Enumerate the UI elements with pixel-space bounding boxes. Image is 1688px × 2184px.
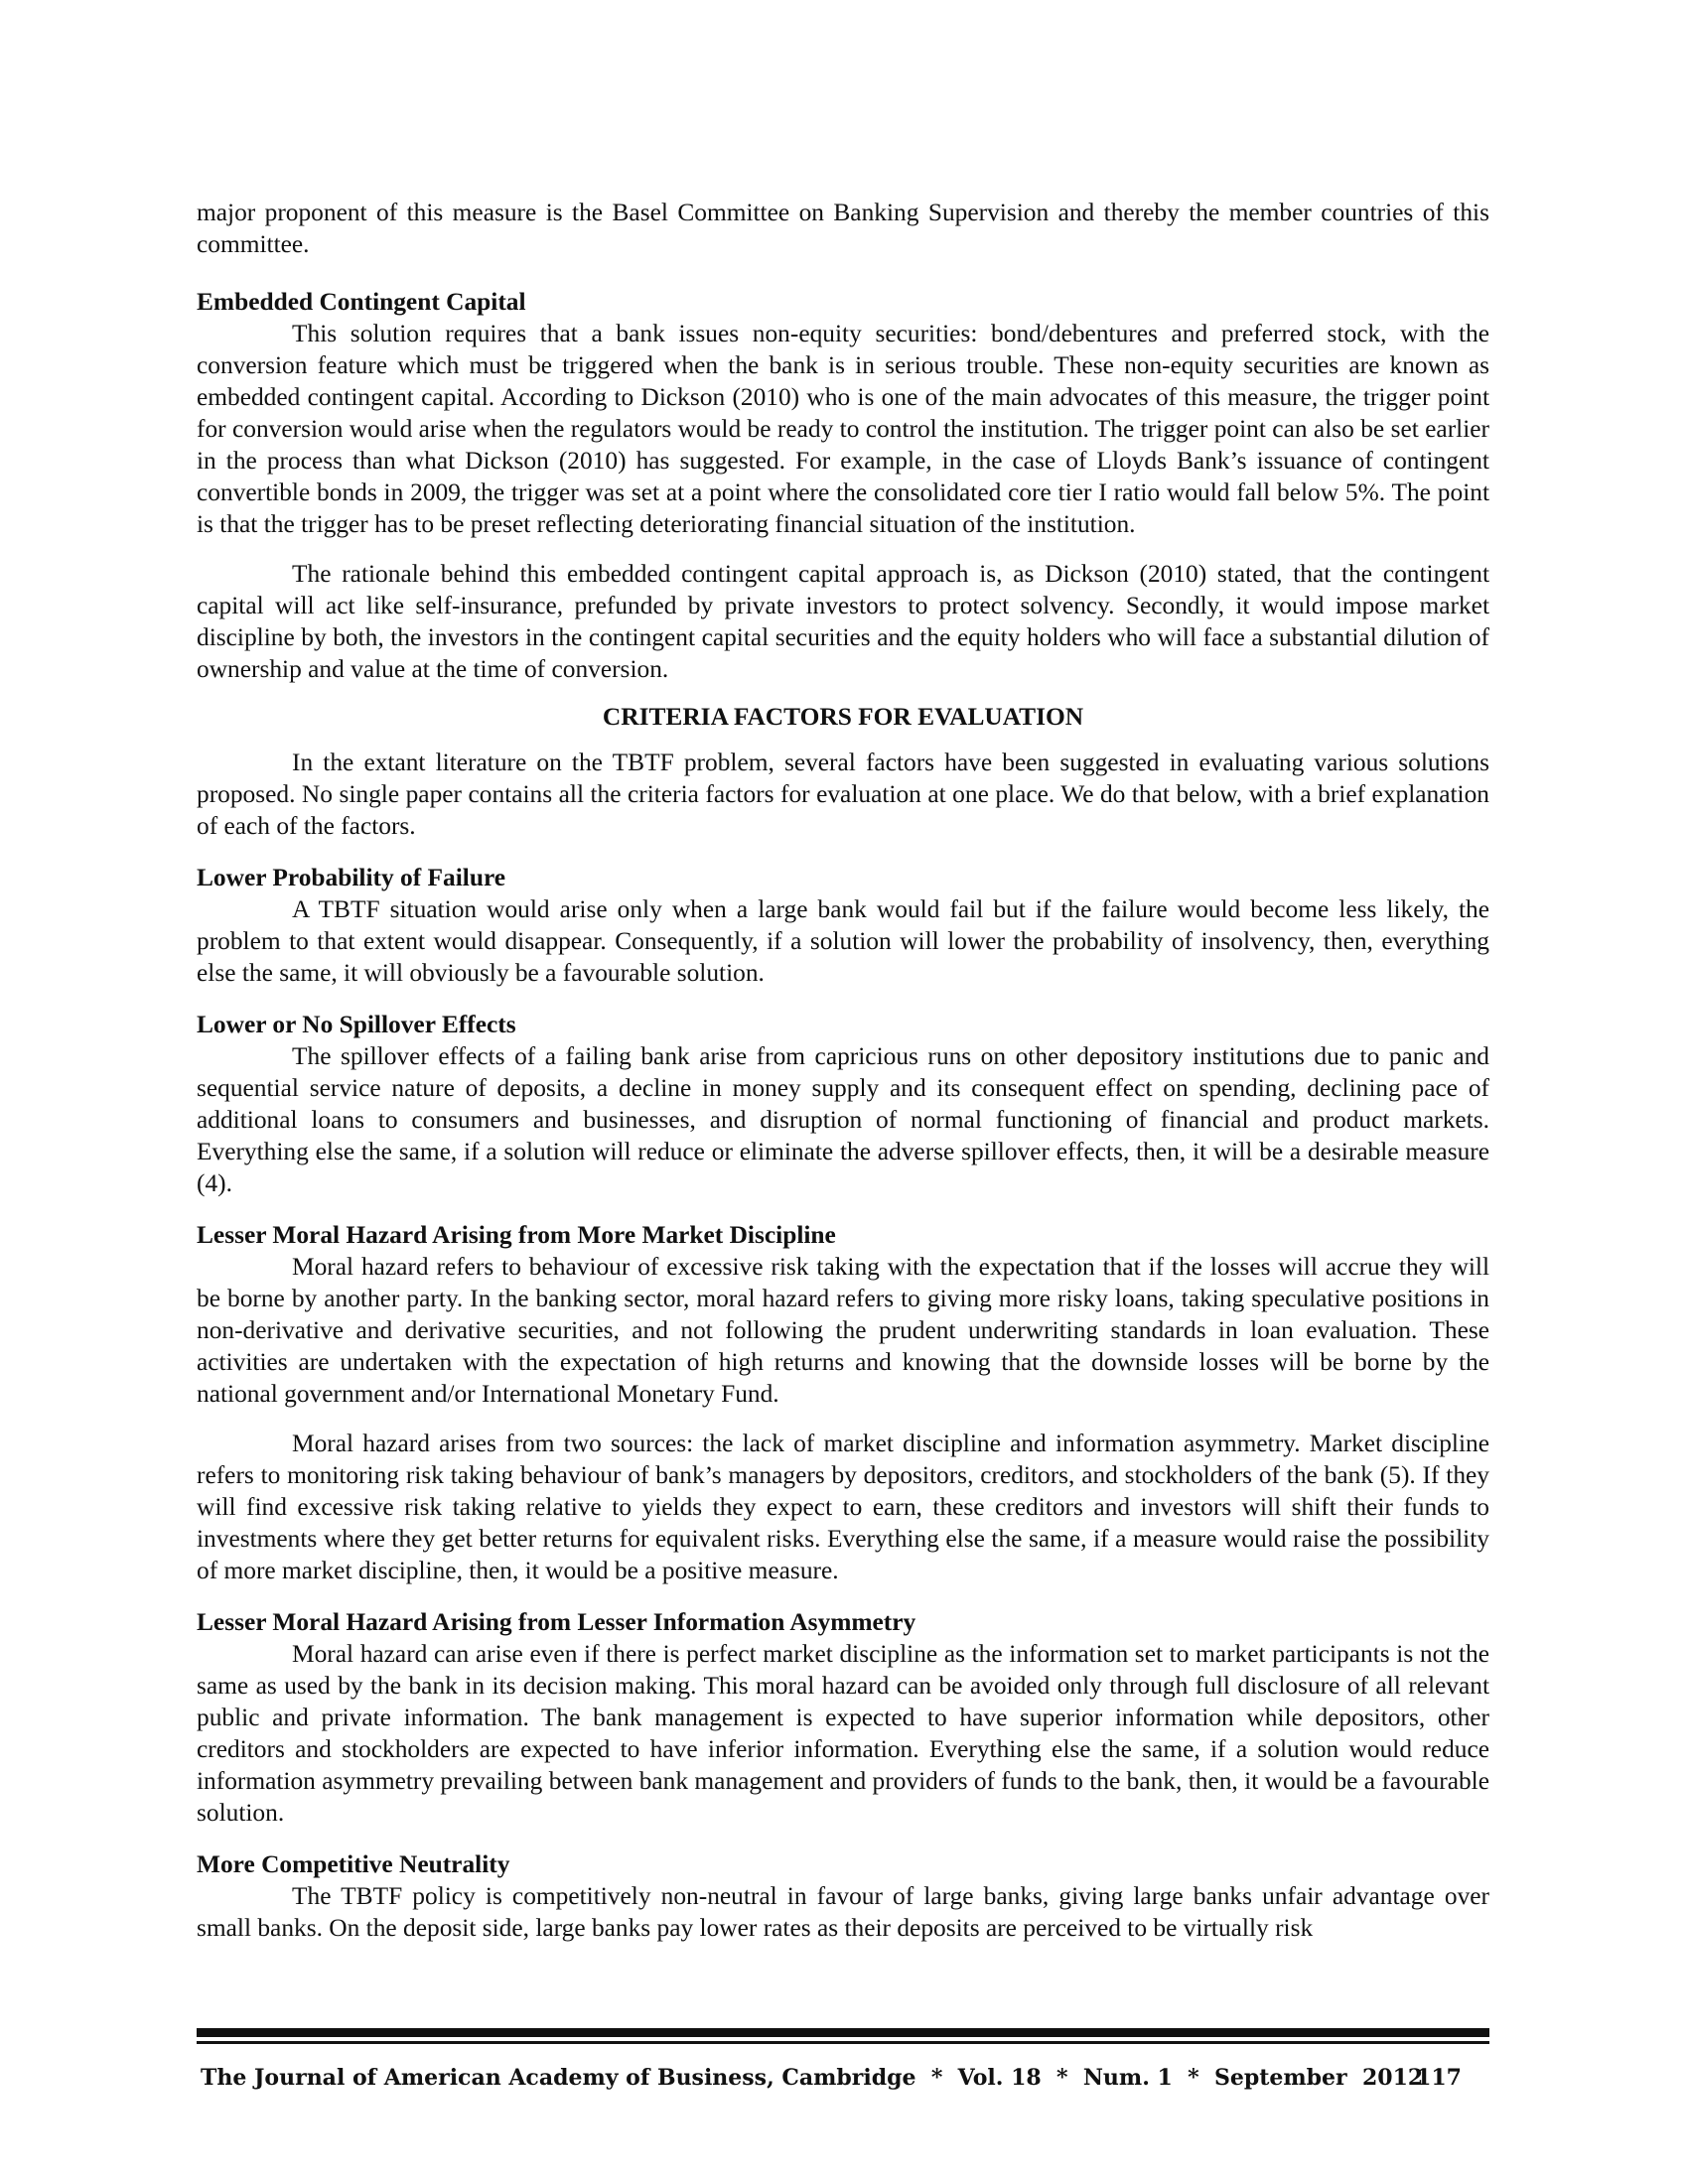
subheading-lower-probability: Lower Probability of Failure [197, 864, 506, 891]
paragraph: major proponent of this measure is the Basel Committee on Banking Supervision and thereby the member countries of this committee. [197, 199, 1489, 258]
subheading-embedded-contingent-capital: Embedded Contingent Capital [197, 288, 526, 316]
subheading-spillover: Lower or No Spillover Effects [197, 1011, 516, 1038]
paragraph: Moral hazard refers to behaviour of excessive risk taking with the expectation that if the losses will accrue they will be borne by another party. In the banking sector, moral hazard refers to giving more risky loans, taking speculative positions in non-derivative and derivative securities, and not following the prudent underwriting standards in loan evaluation. These activities are undertaken with the expectation of high returns and knowing that the downside losses will be borne by the national government and/or International Monetary Fund. [197, 1253, 1489, 1408]
section-heading: CRITERIA FACTORS FOR EVALUATION [602, 703, 1084, 731]
subheading-information-asymmetry: Lesser Moral Hazard Arising from Lesser Information Asymmetry [197, 1608, 916, 1636]
paragraph: Moral hazard arises from two sources: the lack of market discipline and information asymmetry. Market discipline refers to monitoring risk taking behaviour of bank’s managers by depositors, creditors, and stockholders of the bank (5). If they will find excessive risk taking relative to yields they expect to earn, these creditors and investors will shift their funds to investments where they get better returns for equivalent risks. Everything else the same, if a measure would raise the possibility of more market discipline, then, it would be a positive measure. [197, 1430, 1489, 1584]
paragraph: The spillover effects of a failing bank arise from capricious runs on other depository institutions due to panic and sequential service nature of deposits, a decline in money supply and its consequent effect on spending, declining pace of additional loans to consumers and businesses, and disruption of normal functioning of financial and product markets. Everything else the same, if a solution will reduce or eliminate the adverse spillover effects, then, it will be a desirable measure (4). [197, 1042, 1489, 1197]
paragraph: This solution requires that a bank issues non-equity securities: bond/debentures and preferred stock, with the conversion feature which must be triggered when the bank is in serious trouble. These non-equity securities are known as embedded contingent capital. According to Dickson (2010) who is one of the main advocates of this measure, the trigger point for conversion would arise when the regulators would be ready to control the institution. The trigger point can also be set earlier in the process than what Dickson (2010) has suggested. For example, in the case of Lloyds Bank’s issuance of contingent convertible bonds in 2009, the trigger was set at a point where the consolidated core tier I ratio would fall below 5%. The point is that the trigger has to be preset reflecting deteriorating financial situation of the institution. [197, 320, 1489, 538]
paragraph: Moral hazard can arise even if there is perfect market discipline as the information set to market participants is not the same as used by the bank in its decision making. This moral hazard can be avoided only through full disclosure of all relevant public and private information. The bank management is expected to have superior information while depositors, other creditors and stockholders are expected to have inferior information. Everything else the same, if a solution would reduce information asymmetry prevailing between bank management and providers of funds to the bank, then, it would be a favourable solution. [197, 1640, 1489, 1827]
footer-rule-thin [197, 2041, 1489, 2044]
paragraph: In the extant literature on the TBTF problem, several factors have been suggested in evaluating various solutions proposed. No single paper contains all the criteria factors for evaluation at one place. We do that below, with a brief explanation of each of the factors. [197, 749, 1489, 840]
footer-rule-thick [197, 2028, 1489, 2037]
subheading-market-discipline: Lesser Moral Hazard Arising from More Market Discipline [197, 1221, 836, 1249]
page-body [197, 197, 1489, 1944]
paragraph: The TBTF policy is competitively non-neutral in favour of large banks, giving large banks unfair advantage over small banks. On the deposit side, large banks pay lower rates as their deposits are perceived to be virtually risk [197, 1882, 1489, 1942]
paragraph: The rationale behind this embedded contingent capital approach is, as Dickson (2010) stated, that the contingent capital will act like self-insurance, prefunded by private investors to protect solvency. Secondly, it would impose market discipline by both, the investors in the contingent capital securities and the equity holders who will face a substantial dilution of ownership and value at the time of conversion. [197, 560, 1489, 683]
journal-citation: The Journal of American Academy of Business, Cambridge * Vol. 18 * Num. 1 * September 2012 [201, 2065, 1424, 2091]
page-number: 117 [1416, 2065, 1462, 2091]
paragraph: A TBTF situation would arise only when a large bank would fail but if the failure would become less likely, the problem to that extent would disappear. Consequently, if a solution will lower the probability of insolvency, then, everything else the same, it will obviously be a favourable solution. [197, 895, 1489, 987]
subheading-competitive-neutrality: More Competitive Neutrality [197, 1850, 510, 1878]
